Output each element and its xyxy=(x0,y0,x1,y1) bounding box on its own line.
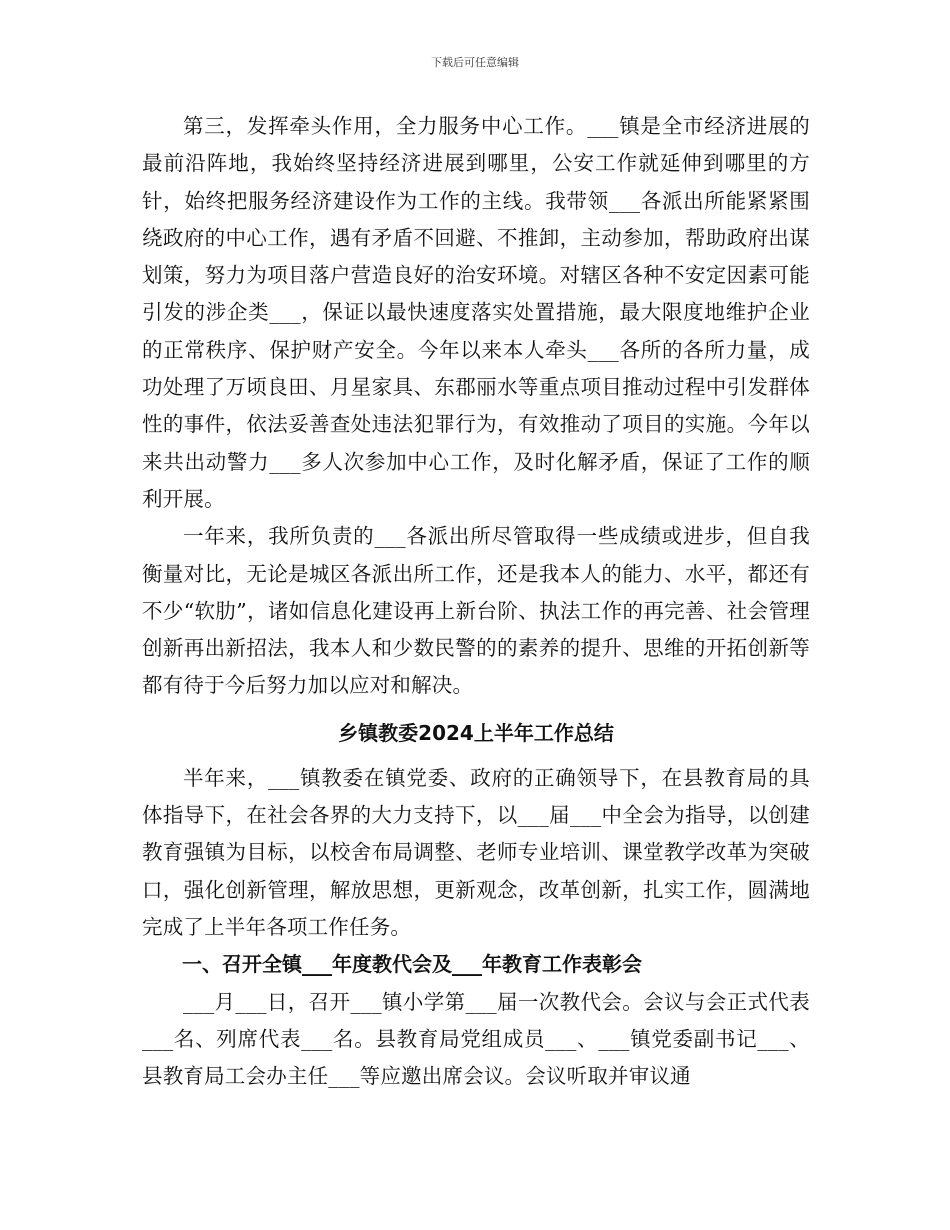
paragraph-section-1: ___月___日，召开___镇小学第___届一次教代会。会议与会正式代表___名、列席代表___名。县教育局党组成员___、___镇党委副书记___、县教育局工会办主任___等应邀出席会议。会议听取并审议通 xyxy=(142,989,810,1089)
paragraph-self-assessment: 一年来，我所负责的___各派出所尽管取得一些成绩或进步，但自我衡量对比，无论是城区各派出所工作，还是我本人的能力、水平，都还有不少“软肋”，诸如信息化建设再上新台阶、执法工作的再完善、社会管理创新再出新招法，我本人和少数民警的的素养的提升、思维的开拓创新等都有待于今后努力加以应对和解决。 xyxy=(142,524,810,698)
paragraph-intro: 半年来，___镇教委在镇党委、政府的正确领导下，在县教育局的具体指导下，在社会各界的大力支持下，以___届___中全会为指导，以创建教育强镇为目标，以校舍布局调整、老师专业培训、课堂教学改革为突破口，强化创新管理，解放思想，更新观念，改革创新，扎实工作，圆满地完成了上半年各项工作任务。 xyxy=(142,765,810,939)
document-title: 乡镇教委2024上半年工作总结 xyxy=(338,720,614,745)
section-heading-1: 一、召开全镇___年度教代会及___年教育工作表彰会 xyxy=(182,952,642,977)
document-body xyxy=(142,108,810,1095)
paragraph-third-point: 第三，发挥牵头作用，全力服务中心工作。___镇是全市经济进展的最前沿阵地，我始终坚持经济进展到哪里，公安工作就延伸到哪里的方针，始终把服务经济建设作为工作的主线。我带领___各派出所能紧紧围绕政府的中心工作，遇有矛盾不回避、不推卸，主动参加，帮助政府出谋划策，努力为项目落户营造良好的治安环境。对辖区各种不安定因素可能引发的涉企类___，保证以最快速度落实处置措施，最大限度地维护企业的正常秩序、保护财产安全。今年以来本人牵头___各所的各所力量，成功处理了万顷良田、月星家具、东郡丽水等重点项目推动过程中引发群体性的事件，依法妥善查处违法犯罪行为，有效推动了项目的实施。今年以来共出动警力___多人次参加中心工作，及时化解矛盾，保证了工作的顺利开展。 xyxy=(142,114,810,511)
header-note: 下载后可任意编辑 xyxy=(431,56,519,69)
